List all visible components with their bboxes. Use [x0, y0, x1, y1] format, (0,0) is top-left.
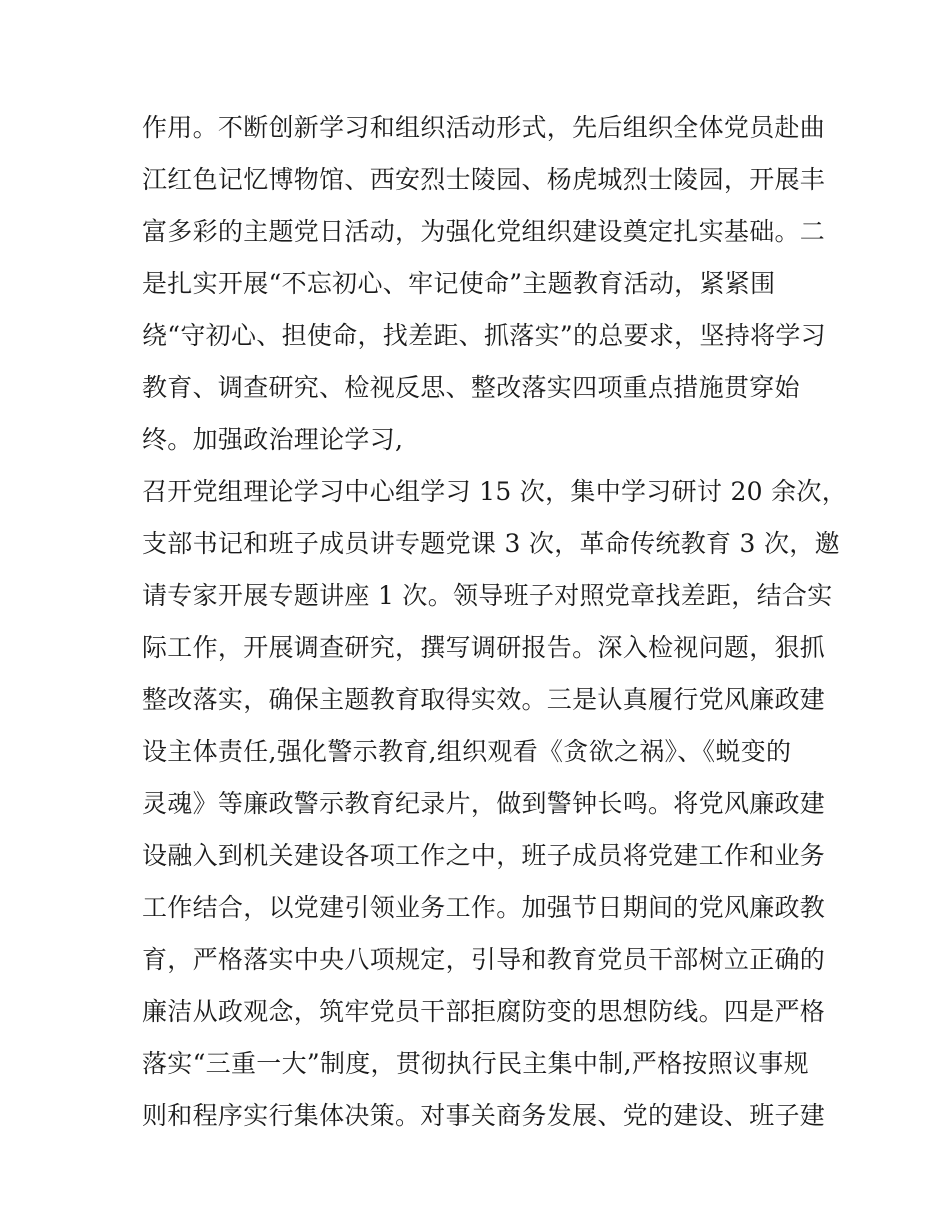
text-line: 设融入到机关建设各项工作之中，班子成员将党建工作和业务	[142, 841, 826, 870]
text-line: 富多彩的主题党日活动，为强化党组织建设奠定扎实基础。二	[142, 217, 826, 246]
text-line: 作用。不断创新学习和组织活动形式，先后组织全体党员赴曲	[142, 113, 826, 142]
text-line: 召开党组理论学习中心组学习 15 次，集中学习研讨 20 余次，	[142, 477, 848, 506]
text-line: 则和程序实行集体决策。对事关商务发展、党的建设、班子建	[142, 1101, 826, 1130]
text-line: 终。加强政治理论学习,	[142, 425, 404, 454]
text-line: 工作结合，以党建引领业务工作。加强节日期间的党风廉政教	[142, 893, 826, 922]
text-line: 支部书记和班子成员讲专题党课 3 次，革命传统教育 3 次，邀	[142, 529, 840, 558]
text-line: 灵魂》等廉政警示教育纪录片，做到警钟长鸣。将党风廉政建	[142, 789, 826, 818]
text-line: 廉洁从政观念，筑牢党员干部拒腐防变的思想防线。四是严格	[142, 997, 826, 1026]
text-line: 江红色记忆博物馆、西安烈士陵园、杨虎城烈士陵园，开展丰	[142, 165, 826, 194]
body-text	[142, 108, 848, 1148]
text-line: 请专家开展专题讲座 1 次。领导班子对照党章找差距，结合实	[142, 581, 833, 610]
text-line: 绕“守初心、担使命，找差距、抓落实”的总要求，坚持将学习	[142, 321, 826, 350]
text-line: 落实“三重一大”制度，贯彻执行民主集中制,严格按照议事规	[142, 1049, 809, 1078]
text-line: 际工作，开展调查研究，撰写调研报告。深入检视问题，狠抓	[142, 633, 826, 662]
text-line: 教育、调查研究、检视反思、整改落实四项重点措施贯穿始	[142, 373, 800, 402]
text-line: 是扎实开展“不忘初心、牢记使命”主题教育活动，紧紧围	[142, 269, 776, 298]
text-line: 育，严格落实中央八项规定，引导和教育党员干部树立正确的	[142, 945, 826, 974]
text-line: 整改落实，确保主题教育取得实效。三是认真履行党风廉政建	[142, 685, 826, 714]
text-line: 设主体责任,强化警示教育,组织观看《贪欲之祸》、《蜕变的	[142, 737, 792, 766]
